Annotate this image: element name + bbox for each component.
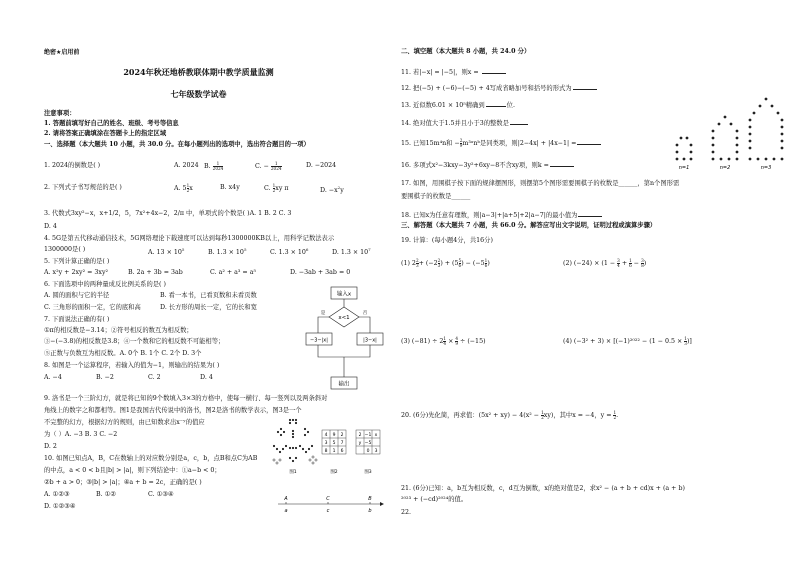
- question-5: 5. 下列计算正确的是( ): [44, 258, 110, 265]
- question-19-3: (3) (−81) ÷ 2 $\frac{1}{4}$ × $\frac{4}{9}$ ÷ (−15): [401, 336, 486, 346]
- q1-option-b: B. $\frac{1}{2024}$: [204, 161, 224, 171]
- note-2: 2. 请将答案正确填涂在答题卡上的指定区域: [44, 130, 167, 137]
- question-10-line-3: ②b + a > 0；③|b| > |a|；④a + b = 2c，正确的是( ): [44, 479, 202, 486]
- axis-point-b: B: [368, 496, 372, 502]
- question-19: 19. 计算：(每小题4分，共16分): [401, 237, 493, 244]
- q7-statement-b: ③−(−3.8)的相反数是3.8；④一个数和它的相反数不可能相等；: [44, 338, 225, 345]
- flow-output-text: 输出: [338, 381, 350, 388]
- svg-text:3: 3: [374, 449, 378, 454]
- q10-option-a: A. ①②③: [44, 491, 70, 498]
- note-1: 1. 答题前填写好自己的姓名、班级、考号等信息: [44, 120, 179, 127]
- question-17-line-2: 要围棋子的枚数是______: [401, 193, 471, 200]
- svg-text:−5: −5: [364, 441, 372, 446]
- pattern-n3: [749, 98, 784, 161]
- q4-option-c: C. $1.3 \times 10^6$: [270, 247, 309, 257]
- q4-option-d: D. $1.3 \times 10^7$: [332, 247, 371, 257]
- q11-answer-blank: [482, 67, 506, 74]
- question-17: 17. 如图，用围棋子按下面的规律摆图形，则摆第5个图形需要围棋子的枚数是______，第n个图形需: [401, 180, 680, 187]
- question-8: 8. 如图是一个运算程序，若输入的值为−1，则输出的结果为( ): [44, 362, 220, 369]
- question-18: 18. 已知x为任意有理数，则|a−3|+|a+5|+2|a−7|的最小值为: [401, 210, 603, 220]
- q5-option-b: B. 2a + 3b = 3ab: [128, 269, 183, 276]
- question-21: 21. (6分)已知：a，b互为相反数，c，d互为倒数，x的绝对值是2，求x² − (a + b + cd)x + (a + b): [401, 485, 685, 492]
- question-9-line-2: 角线上的数字之和都相等。图1是我国古代传说中的洛书，图2是洛书的数学表示，图3是一个: [44, 407, 302, 414]
- q5-option-a: A. x²y + 2xy² = 3xy²: [44, 269, 109, 276]
- axis-value-c: c: [326, 508, 330, 514]
- question-3: 3. 代数式3xy²−x，x+1/2，5，7x²+4x−2，2/π 中，单项式的个数是( )A. 1 B. 2 C. 3: [44, 210, 292, 217]
- pattern-n1-label: n=1: [678, 165, 690, 171]
- q4-option-a: A. $13 \times 10^5$: [148, 247, 185, 257]
- flow-left-text: −3−|x|: [310, 337, 328, 344]
- flowchart-diagram: [305, 285, 385, 393]
- pattern-n2-label: n=2: [719, 165, 731, 171]
- question-20: 20. (6分)先化简，再求值：(5x² + xy) − 4(x² − $\frac{1}{2}$ xy)，其中x = −4，y = $\frac{1}{2}$ .: [401, 410, 619, 420]
- q7-statement-c: ⑤正数与负数互为相反数。A. 0个 B. 1个 C. 2个 D. 3个: [44, 350, 202, 357]
- question-19-2: (2) (−24) × (1 − $\frac{3}{4}$ + $\frac{1}{6}$ − $\frac{3}{8}$ ): [563, 258, 647, 268]
- axis-point-c: C: [326, 496, 330, 502]
- axis-point-a: A: [284, 496, 288, 502]
- q6-option-a: A. 圆的面积与它的半径: [44, 292, 110, 299]
- question-14: 14. 绝对值大于1.5并且小于3的整数是: [401, 118, 529, 128]
- luoshu-figures: [270, 414, 394, 476]
- svg-text:0: 0: [366, 449, 370, 454]
- question-15: 15. 已知15m⁴n和 − $\frac{2}{9}$ m³ᵃnᵇ是同类项，则|2−4x| + |4x−1| =: [401, 138, 602, 148]
- q15-answer-blank: [577, 138, 601, 145]
- fig1-label: 图1: [289, 470, 297, 475]
- q6-option-b: B. 看一本书，已看页数和未看页数: [160, 292, 257, 299]
- q2-option-a: A. 5 $\frac{1}{2}$ x: [174, 183, 193, 193]
- q8-option-a: A. −4: [44, 374, 62, 381]
- luoshu-figure-1: [273, 419, 313, 462]
- axis-value-a: a: [284, 508, 288, 514]
- svg-text:9: 9: [332, 433, 336, 438]
- axis-value-b: b: [368, 508, 372, 514]
- flow-decision-text: x<1: [338, 315, 350, 321]
- flow-no-label: 否: [362, 311, 368, 316]
- flow-right-text: |3−x|: [363, 337, 377, 344]
- question-4-cont: 1300000是( ): [44, 246, 86, 253]
- pattern-n1: [676, 137, 693, 161]
- question-22: 22.: [401, 509, 412, 516]
- q1-c-fraction: $\frac{1}{2024}$: [270, 161, 282, 171]
- flow-input-text: 输入x: [336, 291, 352, 298]
- go-stones-pattern: [673, 96, 785, 172]
- q9-option-d: D. 2: [44, 443, 57, 450]
- q1-option-d: D. −2024: [306, 162, 337, 169]
- q2-option-b: B. x4y: [220, 184, 240, 191]
- q1-b-fraction: $\frac{1}{2024}$: [212, 161, 224, 171]
- notes-heading: 注意事项：: [44, 110, 76, 117]
- q6-option-c: C. 三角形的面积一定，它的底和高: [44, 304, 141, 311]
- question-10: 10. 如图已知点A，B，C在数轴上的对应数分别是a，c，b，点B和点C为AB: [44, 455, 258, 462]
- question-6: 6. 下面选项中的两种量成反比例关系的是( ): [44, 281, 166, 288]
- svg-text:1: 1: [332, 449, 336, 454]
- q8-option-d: D. 4: [200, 374, 213, 381]
- number-line-diagram: [276, 494, 386, 516]
- question-11: 11. 若|−x| = |−5|，则x =: [401, 67, 507, 77]
- pattern-n3-label: n=3: [760, 165, 772, 171]
- question-1: 1. 2024的倒数是( ): [44, 162, 101, 169]
- question-9-line-4: 为（ ）A. −3 B. 3 C. −2: [44, 431, 118, 438]
- exam-title: 2024年秋还地桥教联体期中教学质量监测: [123, 67, 274, 77]
- question-10-line-2: 的中点，a < 0 < b且|b| > |a|，则下列结论中：①a−b < 0；: [44, 467, 221, 474]
- q12-answer-blank: [573, 83, 597, 90]
- svg-text:−1: −1: [364, 433, 372, 438]
- q6-option-d: D. 长方形的周长一定，它的长和宽: [160, 304, 257, 311]
- svg-text:y: y: [358, 441, 362, 446]
- q18-answer-blank: [578, 210, 602, 217]
- question-21-line-2: ²⁰²³ + (−cd)²⁰²⁴的值。: [401, 496, 468, 503]
- svg-text:x: x: [374, 433, 378, 438]
- question-4: 4. 5G是第五代移动通信技术，5G网络理论下载速度可以达到每秒1300000KB以上，用科学记数法表示: [44, 235, 335, 242]
- svg-text:2: 2: [340, 433, 344, 438]
- q1-option-a: A. 2024: [174, 162, 199, 169]
- question-19-4: (4) (−3² + 3) × [(−1)²⁰²² − (1 − 0.5 × $\frac{1}{3}$ )]: [563, 336, 692, 346]
- q2-option-c: C. $\frac{1}{2}$ xy π: [264, 183, 289, 193]
- q3-option-d: D. 4: [44, 223, 57, 230]
- luoshu-figure-3-numbers: [359, 432, 378, 454]
- exam-subtitle: 七年级数学试卷: [170, 89, 227, 99]
- section-3-heading: 三、解答题（本大题共 7 小题，共 66.0 分。解答应写出文字说明，证明过程或演算步骤）: [401, 222, 657, 229]
- question-2: 2. 下列式子书写规范的是( ): [44, 184, 122, 191]
- right-column: [397, 0, 794, 561]
- question-19-1: (1) 2 $\frac{2}{3}$ + (−2 $\frac{2}{3}$ ) + (5 $\frac{5}{6}$ ) − (−5 $\frac{1}{6}$ ): [401, 258, 490, 268]
- luoshu-figure-1-open: [273, 456, 317, 464]
- pattern-n2: [712, 116, 739, 161]
- luoshu-figure-2-numbers: [325, 432, 344, 454]
- q8-option-b: B. −2: [96, 374, 114, 381]
- q10-option-b: B. ①②: [96, 491, 116, 498]
- question-13: 13. 近似数6.01 × 10⁵精确到 位.: [401, 102, 515, 109]
- q1-option-c: C. − $\frac{1}{2024}$: [255, 161, 282, 171]
- q14-answer-blank: [510, 118, 528, 125]
- q7-statement-a: ①π的相反数是−3.14；②符号相反的数互为相反数；: [44, 327, 193, 334]
- q8-option-c: C. 2: [148, 374, 161, 381]
- question-16: 16. 多项式x²−3kxy−3y²+6xy−8不含xy项，则k =: [401, 160, 575, 170]
- q16-answer-blank: [550, 160, 574, 167]
- svg-text:7: 7: [340, 441, 344, 446]
- svg-text:6: 6: [340, 449, 344, 454]
- flow-yes-label: 是: [320, 311, 326, 316]
- svg-text:5: 5: [332, 441, 336, 446]
- q13-answer-blank: [486, 100, 506, 107]
- q2-option-d: D. $-x^2y$: [320, 185, 344, 195]
- fig2-label: 图2: [330, 470, 338, 475]
- svg-text:2: 2: [358, 433, 362, 438]
- section-2-heading: 二、填空题（本大题共 8 小题，共 24.0 分）: [401, 48, 531, 55]
- section-1-heading: 一、选择题（本大题共 10 小题，共 30.0 分。在每小题列出的选项中，选出符合题目的一项）: [44, 141, 310, 148]
- question-12: 12. 把(−5) + (−6)−(−5) + 4写成省略加号和括号的形式为: [401, 83, 598, 93]
- secret-label: 绝密★启用前: [44, 49, 80, 56]
- question-7: 7. 下面说法正确的有( ): [44, 316, 110, 323]
- q10-option-c: C. ①③④: [148, 491, 174, 498]
- question-9-line-3: 不完整的幻方，根据幻方的规则，由已知数求出x⁻ʸ的值应: [44, 419, 205, 426]
- q5-option-d: D. −3ab + 3ab = 0: [290, 269, 351, 276]
- svg-text:8: 8: [324, 449, 328, 454]
- q4-option-b: B. $1.3 \times 10^5$: [208, 247, 247, 257]
- q10-option-d: D. ①②③④: [44, 503, 76, 510]
- svg-text:3: 3: [324, 441, 328, 446]
- svg-text:4: 4: [324, 433, 328, 438]
- q5-option-c: C. a² + a³ = a⁵: [210, 269, 256, 276]
- fig3-label: 图3: [364, 470, 372, 475]
- question-9: 9. 洛书是一个三阶幻方，就是将已知的9个数填入3×3的方格中，使每一横行、每一竖列以及两条斜对: [44, 395, 328, 402]
